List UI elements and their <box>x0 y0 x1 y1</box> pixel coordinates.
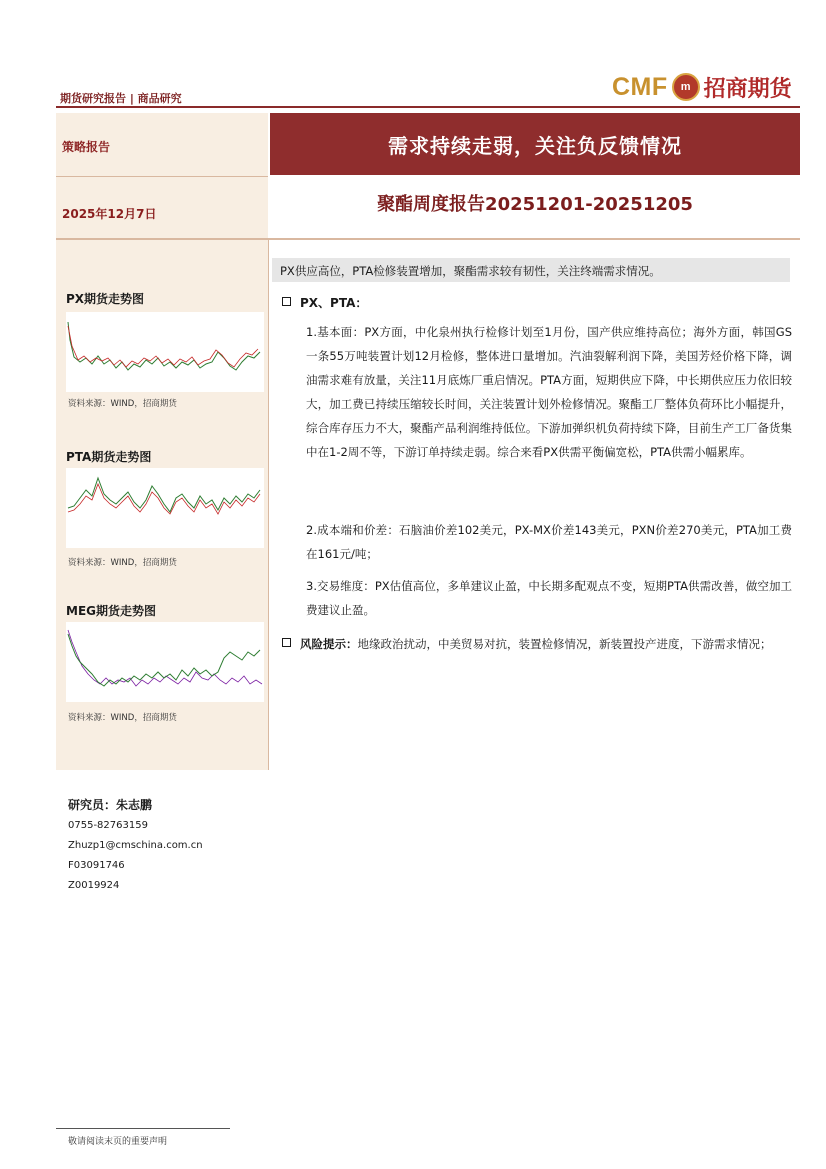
pta-chart-source: 资料来源：WIND，招商期货 <box>68 558 177 568</box>
paragraph-trading: 3.交易维度：PX估值高位，多单建议止盈，中长期多配观点不变，短期PTA供需改善，做空加工费建议止盈。 <box>306 579 792 617</box>
section-heading-text: PX、PTA： <box>300 296 368 310</box>
sidebar-border <box>268 240 269 770</box>
bullet-square-icon <box>282 297 291 306</box>
footer-note: 敬请阅读末页的重要声明 <box>68 1137 168 1147</box>
section-heading <box>282 294 367 311</box>
pta-chart <box>66 468 264 548</box>
researcher-phone: 0755-82763159 <box>68 820 148 831</box>
researcher-email[interactable]: Zhuzp1@cmschina.com.cn <box>68 840 203 851</box>
footer-divider <box>56 1128 230 1129</box>
logo-cmf-text: CMF <box>612 72 668 101</box>
px-chart-title: PX期货走势图 <box>66 292 145 306</box>
px-chart-source: 资料来源：WIND，招商期货 <box>68 399 177 409</box>
report-title: 需求持续走弱，关注负反馈情况 <box>388 133 682 158</box>
researcher-name: 研究员：朱志鹏 <box>68 798 153 812</box>
risk-warning <box>282 632 792 656</box>
logo-company-name: 招商期货 <box>703 76 792 102</box>
report-subtitle: 聚酯周度报告20251201-20251205 <box>377 194 693 215</box>
meg-chart-source: 资料来源：WIND，招商期货 <box>68 713 177 723</box>
px-chart-graphic <box>66 312 264 392</box>
meg-chart-graphic <box>66 622 264 702</box>
logo-emblem-icon: m <box>672 73 700 101</box>
summary-text: PX供应高位，PTA检修装置增加，聚酯需求较有韧性，关注终端需求情况。 <box>280 264 661 278</box>
researcher-license-f: F03091746 <box>68 860 125 871</box>
pta-chart-graphic <box>66 468 264 548</box>
risk-text: 地缘政治扰动，中美贸易对抗，装置检修情况，新装置投产进度，下游需求情况； <box>357 637 772 651</box>
pta-chart-title: PTA期货走势图 <box>66 450 152 464</box>
title-banner <box>270 113 800 175</box>
bullet-square-icon <box>282 638 291 647</box>
meg-chart-title: MEG期货走势图 <box>66 604 156 618</box>
company-logo <box>612 72 792 102</box>
risk-label: 风险提示： <box>300 637 358 651</box>
px-chart <box>66 312 264 392</box>
meta-divider <box>56 176 268 177</box>
report-type: 策略报告 <box>62 140 111 154</box>
report-category: 期货研究报告 | 商品研究 <box>60 92 182 105</box>
paragraph-costs: 2.成本端和价差：石脑油价差102美元，PX-MX价差143美元，PXN价差270美元，PTA加工费在161元/吨； <box>306 523 792 561</box>
researcher-license-z: Z0019924 <box>68 880 120 891</box>
header-divider <box>56 106 800 108</box>
paragraph-fundamentals: 1.基本面：PX方面，中化泉州执行检修计划至1月份，国产供应维持高位；海外方面，韩国GS一条55万吨装置计划12月检修，整体进口量增加。汽油裂解利润下降，美国芳烃价格下降，调油需求难有放量，关注11月底炼厂重启情况。PTA方面，短期供应下降，中长期供应压力依旧较大，加工费已持续压缩较长时间，关注装置计划外检修情况。聚酯工厂整体负荷环比小幅提升，综合库存压力不大，聚酯产品利润维持低位。下游加弹织机负荷持续下降，目前生产工厂备货集中在1-2周不等，下游订单持续走弱。综合来看PX供需平衡偏宽松，PTA供需小幅累库。 <box>306 325 792 459</box>
meg-chart <box>66 622 264 702</box>
report-date: 2025年12月7日 <box>62 207 157 221</box>
